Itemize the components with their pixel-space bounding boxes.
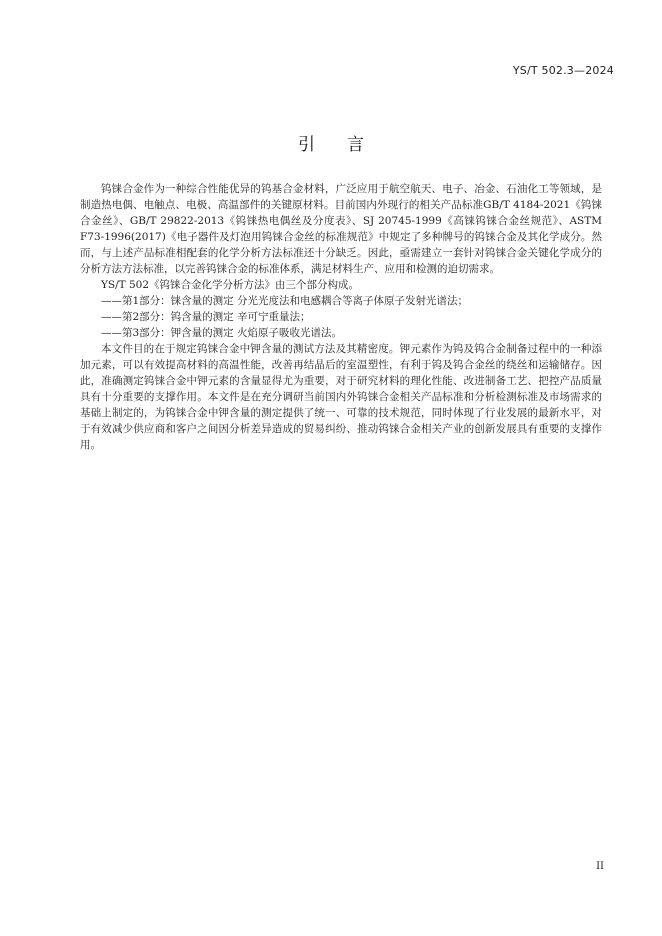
page-title: 引言 [298,135,396,155]
list-item-part-2: ——第2部分：钨含量的测定 辛可宁重量法； [101,311,311,323]
document-body [80,181,602,453]
paragraph-purpose: 本文件目的在于规定钨铼合金中钾含量的测试方法及其精密度。钾元素作为钨及钨合金制备过程中的一种添加元素，可以有效提高材料的高温性能，改善再结晶后的室温塑性，有利于钨及钨合金丝的绕丝和运输储存。因此，准确测定钨铼合金中钾元素的含量显得尤为重要，对于研究材料的理化性能、改进制备工艺、把控产品质量具有十分重要的支撑作用。本文件是在充分调研当前国内外钨铼合金相关产品标准和分析检测标准及市场需求的基础上制定的，为钨铼合金中钾含量的测定提供了统一、可靠的技术规范，同时体现了行业发展的最新水平，对于有效减少供应商和客户之间因分析差异造成的贸易纠纷、推动钨铼合金相关产业的创新发展具有重要的支撑作用。 [80,343,602,451]
paragraph-structure: YS/T 502《钨铼合金化学分析方法》由三个部分构成。 [101,279,360,291]
list-item-part-1: ——第1部分：铼含量的测定 分光光度法和电感耦合等离子体原子发射光谱法； [101,295,469,307]
standard-number: YS/T 502.3—2024 [512,64,614,77]
page-number: II [596,861,604,872]
list-item-part-3: ——第3部分：钾含量的测定 火焰原子吸收光谱法。 [101,327,343,339]
paragraph-background: 钨铼合金作为一种综合性能优异的钨基合金材料，广泛应用于航空航天、电子、冶金、石油化工等领域，是制造热电偶、电触点、电极、高温部件的关键原材料。目前国内外现行的相关产品标准GB/T 4184-2021《钨铼合金丝》、GB/T 29822-2013《钨铼热电偶丝及分度表》、SJ 20745-1999《高铼钨铼合金丝规范》、ASTM F73-1996(2017)《电子器件及灯泡用钨铼合金丝的标准规范》中规定了多种牌号的钨铼合金及其化学成分。然而，与上述产品标准相配套的化学分析方法标准还十分缺乏。因此，亟需建立一套针对钨铼合金关键化学成分的分析方法方法标准，以完善钨铼合金的标准体系，满足材料生产、应用和检测的迫切需求。 [80,183,602,275]
